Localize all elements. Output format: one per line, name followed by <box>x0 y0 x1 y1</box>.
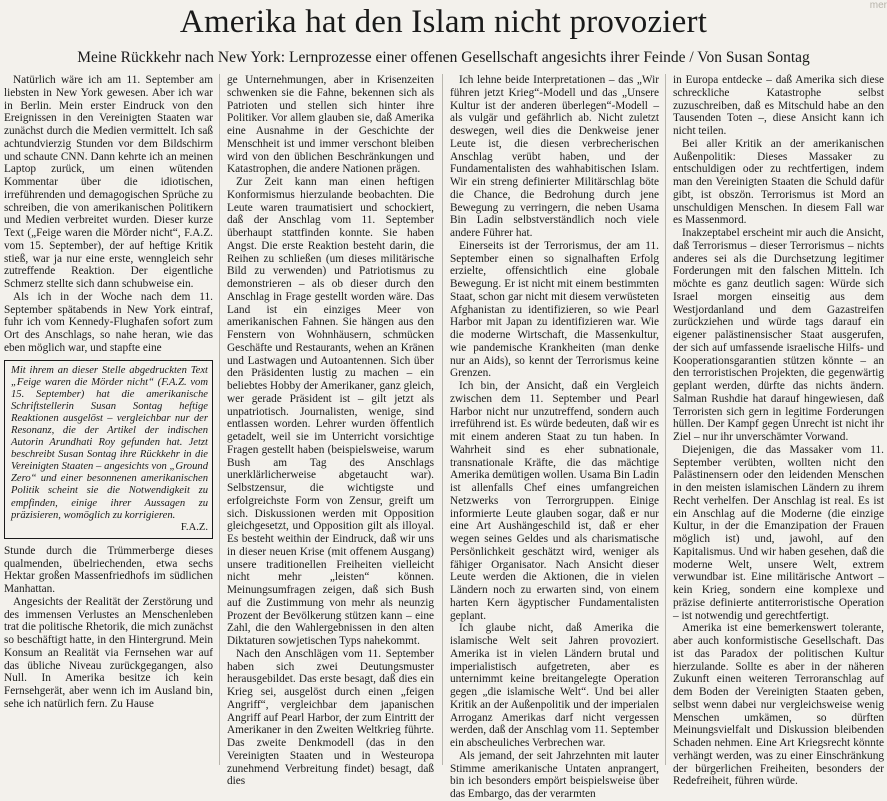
article-body <box>0 74 887 800</box>
paragraph: Natürlich wäre ich am 11. September am liebsten in New York gewesen. Aber ich war in Berlin. Mein erster Eindruck von den Ereignissen in den Vereinigten Staaten war zunächst durch die Medien vermittelt. Ich saß achtundvierzig Stunden vor dem Bildschirm und schaute CNN. Dann kehrte ich an meinen Laptop zurück, um einen wütenden Kommentar über die idiotischen, irreführenden und demagogischen Sprüche zu schreiben, die von amerikanischen Politikern und Medien verbreitet wurden. Dieser kurze Text („Feige waren die Mörder nicht“, F.A.Z. vom 15. September), der auf heftige Kritik stieß, war ja nur eine erste, wenngleich sehr zutreffende Reaktion. Der eigentliche Schmerz stellte sich dann schubweise ein. <box>4 74 213 290</box>
subheadline: Meine Rückkehr nach New York: Lernprozesse einer offenen Gesellschaft angesichts ihrer Feinde / Von Susan Sontag <box>77 49 810 66</box>
paragraph: ge Unternehmungen, aber in Krisenzeiten schwenken sie die Fahne, bekennen sich als Patrioten und stellen sich hinter ihre Politiker. Vor allem glauben sie, daß Amerika eine Ausnahme in der Geschichte der Menschheit ist und immer verschont bleiben wird von den üblichen Beschränkungen und Katastrophen, die andere Nationen prägen. <box>227 74 434 176</box>
paragraph: Amerika ist eine bemerkenswert tolerante, aber auch konformistische Gesellschaft. Das ist das Paradox der politischen Kultur hierzulande. Sollte es aber in der näheren Zukunft einen weiteren Terroranschlag auf dem Boden der Vereinigten Staaten geben, selbst wenn dabei nur vergleichsweise wenig Menschen umkämen, so dürften Meinungsvielfalt und Diskussion bleibenden Schaden nehmen. Eine Art Kriegsrecht könnte verhängt werden, was zu einer Einschränkung der bürgerlichen Freiheiten, besonders der Redefreiheit, führen würde. <box>673 622 884 788</box>
corner-fragment: mer <box>869 0 887 11</box>
paragraph: Einerseits ist der Terrorismus, der am 11. September einen so signalhaften Erfolg erzielte, offensichtlich eine globale Bewegung. Er ist nicht mit einem bestimmten Staat, schon gar nicht mit diesem verwüsteten Afghanistan zu identifizieren, so wie Pearl Harbor mit Japan zu identifizieren war. Wie die moderne Wirtschaft, die Massenkultur, wie pandemische Krankheiten (man denke nur an Aids), so kennt der Terrorismus keine Grenzen. <box>450 239 659 380</box>
paragraph: Inakzeptabel erscheint mir auch die Ansicht, daß Terrorismus – dieser Terrorismus – nichts anderes sei als die Durchsetzung legitimer Forderungen mit den falschen Mitteln. Ich möchte es ganz deutlich sagen: Würde sich Israel morgen einseitig aus dem Westjordanland und dem Gazastreifen zurückziehen und würde tags darauf ein eigener palästinensischer Staat ausgerufen, der sich auf umfassende israelische Hilfs- und Kooperationsgarantien stützen könnte – an den terroristischen Projekten, die gegenwärtig geplant werden, dürfte das nichts ändern. Salman Rushdie hat darauf hingewiesen, daß Terroristen sich gern in legitime Forderungen hüllen. Der Kampf gegen Unrecht ist nicht ihr Ziel – nur ihr unverschämter Vorwand. <box>673 227 884 443</box>
paragraph: in Europa entdecke – daß Amerika sich diese schreckliche Katastrophe selbst zuzuschreiben, daß es Mitschuld habe an den Tausenden Toten –, diese Ansicht kann ich nicht teilen. <box>673 74 884 137</box>
paragraph: Stunde durch die Trümmerberge dieses qualmenden, übelriechenden, etwa sechs Hektar großen Massenfriedhofs im südlichen Manhattan. <box>4 544 213 596</box>
paragraph: Als jemand, der seit Jahrzehnten mit lauter Stimme amerikanische Untaten anprangert, bin ich besonders empört beispielsweise über das Embargo, das der verarmten <box>450 749 659 800</box>
column-1 <box>4 74 213 765</box>
column-2 <box>227 74 434 788</box>
paragraph: Nach den Anschlägen vom 11. September haben sich zwei Deutungsmuster herausgebildet. Das erste besagt, daß dies ein Krieg sei, ausgelöst durch einen „feigen Angriff“, vergleichbar dem japanischen Angriff auf Pearl Harbor, der zum Eintritt der Amerikaner in den Zweiten Weltkrieg führte. Das zweite Denkmodell (das in den Vereinigten Staaten und in Westeuropa zunehmend Verbreitung findet) besagt, daß dies <box>227 647 434 788</box>
column-4 <box>673 74 884 788</box>
paragraph: Als ich in der Woche nach dem 11. September spätabends in New York eintraf, fuhr ich vom Kennedy-Flughafen sofort zum Ort des Anschlags, so nahe heran, wie das eben möglich war, und stapfte eine <box>4 290 213 354</box>
paragraph: Ich lehne beide Interpretationen – das „Wir führen jetzt Krieg“-Modell und das „Unsere Kultur ist der anderen überlegen“-Modell – als vulgär und gefährlich ab. Nicht zuletzt deswegen, weil dies die Denkweise jener Leute ist, die diesen verbrecherischen Anschlag verübt haben, und der Fundamentalisten des wahhabitischen Islam. Wir ein streng definierter Militärschlag böte die Chance, die Bedrohung durch jene Bewegung zu verringern, die neben Usama Bin Ladin selbstverständlich noch viele andere Führer hat. <box>450 74 659 239</box>
editorial-note: Mit ihrem an dieser Stelle abgedruckten Text „Feige waren die Mörder nicht“ (F.A.Z. vom 15. September) hat die amerikanische Schriftstellerin Susan Sontag heftige Reaktionen ausgelöst – vergleichbar nur der Resonanz, die der Artikel der indischen Autorin Arundhati Roy gefunden hat. Jetzt beschreibt Susan Sontag ihre Rückkehr in die Vereinigten Staaten – angesichts von „Ground Zero“ und einer besonnenen amerikanischen Politik scheint sie die Notwendigkeit zu empfinden, einige ihrer Aussagen zu präzisieren, womöglich zu korrigieren. <box>11 364 208 521</box>
paragraph: Ich bin, der Ansicht, daß ein Vergleich zwischen dem 11. September und Pearl Harbor nicht nur unzutreffend, sondern auch irreführend ist. Es würde bedeuten, daß wir es mit einem anderen Staat zu tun haben. In Wahrheit sind es eher subnationale, transnationale Kräfte, die das mächtige Amerika demütigen wollen. Usama Bin Ladin ist allenfalls Chef eines umfangreichen Netzwerks von Terrorgruppen. Einige informierte Leute glauben sogar, daß er nur eine Art Aushängeschild ist, daß er eher wegen seines Geldes und als charismatische Persönlichkeit geschätzt wird, weniger als fähiger Organisator. Nach Ansicht dieser Leute werden die Aktionen, die in vielen Ländern noch zu erwarten sind, von einem harten Kern ägyptischer Fundamentalisten geplant. <box>450 380 659 622</box>
paragraph: Angesichts der Realität der Zerstörung und des immensen Verlustes an Menschenleben trat die politische Rhetorik, die mich zunächst so beschäftigt hatte, in den Hintergrund. Mein Konsum an Realität via Fernsehen war auf das übliche Niveau zurückgegangen, also Null. In Amerika besitze ich kein Fernsehgerät, aber wenn ich im Ausland bin, sehe ich natürlich fern. Zu Hause <box>4 595 213 710</box>
paragraph: Ich glaube nicht, daß Amerika die islamische Welt seit Jahren provoziert. Amerika ist in vielen Ländern brutal und imperialistisch aufgetreten, aber es unternimmt keine breitangelegte Operation gegen „die islamische Welt“. Und bei aller Kritik an der Außenpolitik und der imperialen Arroganz Amerikas darf nicht vergessen werden, daß der Anschlag vom 11. September ein abscheuliches Verbrechen war. <box>450 622 659 749</box>
column-3 <box>450 74 659 800</box>
editorial-note-box <box>4 360 213 539</box>
headline: Amerika hat den Islam nicht provoziert <box>179 4 708 40</box>
paragraph: Diejenigen, die das Massaker vom 11. September verübten, wollten nicht den Palästinensern oder den leidenden Menschen in den meisten islamischen Ländern zu ihrem Recht verhelfen. Der Anschlag ist real. Es ist ein Anschlag auf die Moderne (die einzige Kultur, in der die Emanzipation der Frauen möglich ist) und, jawohl, auf den Kapitalismus. Und wir haben gesehen, daß die moderne Welt, unsere Welt, extrem verwundbar ist. Eine militärische Antwort – kein Krieg, sondern eine komplexe und präzise definierte antiterroristische Operation – ist notwendig und gerechtfertigt. <box>673 443 884 622</box>
editorial-note-signature: F.A.Z. <box>180 521 208 533</box>
paragraph: Bei aller Kritik an der amerikanischen Außenpolitik: Dieses Massaker zu entschuldigen oder zu rechtfertigen, indem man den Vereinigten Staaten die Schuld dafür gibt, ist obszön. Terrorismus ist Mord an unschuldigen Menschen. In diesem Fall war es Massenmord. <box>673 137 884 227</box>
paragraph: Zur Zeit kann man einen heftigen Konformismus hierzulande beobachten. Die Leute waren traumatisiert und schockiert, daß der Anschlag vom 11. September überhaupt stattfinden konnte. Sie haben Angst. Die erste Reaktion besteht darin, die Reihen zu schließen (um dieses militärische Bild zu verwenden) und Patriotismus zu demonstrieren – als ob dieser durch den Anschlag in Frage gestellt worden wäre. Das Land ist ein einziges Meer von amerikanischen Fahnen. Sie hängen aus den Fenstern von Wohnhäusern, schmücken Geschäfte und Restaurants, wehen an Kränen und Lastwagen und Autoantennen. Sich über den Präsidenten lustig zu machen – ein beliebtes Hobby der Amerikaner, ganz gleich, wer gerade Präsident ist – gilt jetzt als unpatriotisch. Journalisten, wenige, sind entlassen worden. Lehrer wurden öffentlich getadelt, weil sie im Unterricht vorsichtige Fragen gestellt haben (beispielsweise, warum Bush am Tag des Anschlags unerklärlicherweise abgetaucht war). Selbstzensur, die wichtigste und erfolgreichste Form von Zensur, greift um sich. Diskussionen werden mit Opposition gleichgesetzt, und Opposition gilt als illoyal. Es besteht weithin der Eindruck, daß wir uns in dieser neuen Krise (mit offenem Ausgang) unsere traditionellen Freiheiten vielleicht nicht mehr „leisten“ können. Meinungsumfragen zeigen, daß sich Bush auf die Zustimmung von mehr als neunzig Prozent der Bevölkerung stützen kann – eine Zahl, die den Wahlergebnissen in den alten Diktaturen sowjetischen Typs nahekommt. <box>227 176 434 647</box>
